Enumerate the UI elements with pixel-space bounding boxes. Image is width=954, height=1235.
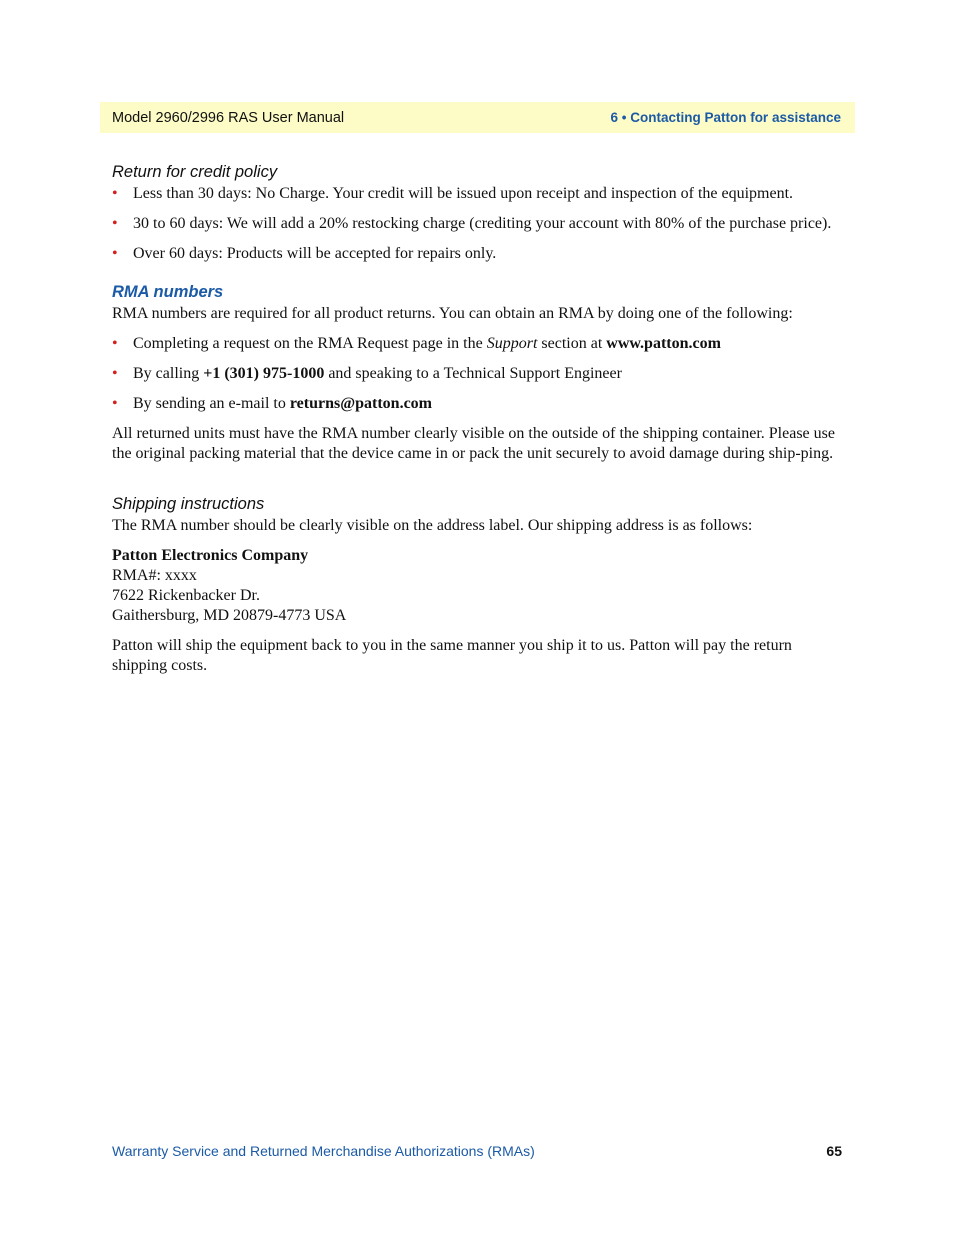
list-item bbox=[112, 334, 847, 354]
bullet-icon: • bbox=[112, 335, 118, 352]
list-item-text: 30 to 60 days: We will add a 20% restocking charge (crediting your account with 80% of the purchase price). bbox=[133, 215, 832, 232]
address-line: 7622 Rickenbacker Dr. bbox=[112, 587, 260, 604]
list-item bbox=[112, 394, 847, 414]
bullet-icon: • bbox=[112, 185, 118, 202]
bullet-icon: • bbox=[112, 245, 118, 262]
company-name: Patton Electronics Company bbox=[112, 547, 309, 564]
address-line: RMA#: xxxx bbox=[112, 567, 197, 584]
list-item-text: and speaking to a Technical Support Engineer bbox=[324, 365, 622, 382]
page-number: 65 bbox=[826, 1143, 842, 1159]
website-link[interactable]: www.patton.com bbox=[606, 335, 721, 352]
bullet-icon: • bbox=[112, 365, 118, 382]
support-section-name: Support bbox=[486, 335, 538, 352]
bullet-icon: • bbox=[112, 215, 118, 232]
phone-number: +1 (301) 975-1000 bbox=[203, 365, 325, 382]
list-item-text: Over 60 days: Products will be accepted for repairs only. bbox=[133, 245, 497, 262]
heading-shipping-instructions: Shipping instructions bbox=[112, 495, 265, 513]
list-item-text: section at bbox=[537, 335, 607, 352]
list-item-text: Less than 30 days: No Charge. Your credit will be issued upon receipt and inspection of the equipment. bbox=[133, 185, 794, 202]
heading-rma-numbers: RMA numbers bbox=[112, 283, 224, 301]
email-link[interactable]: returns@patton.com bbox=[289, 395, 432, 412]
shipping-intro: The RMA number should be clearly visible on the address label. Our shipping address is as follows: bbox=[112, 517, 753, 534]
rma-intro: RMA numbers are required for all product returns. You can obtain an RMA by doing one of the following: bbox=[112, 305, 793, 322]
shipping-company bbox=[112, 546, 847, 566]
header-chapter-title: 6 • Contacting Patton for assistance bbox=[610, 110, 841, 125]
address-line: Gaithersburg, MD 20879-4773 USA bbox=[112, 607, 347, 624]
list-item bbox=[112, 364, 847, 384]
list-item-text: Completing a request on the RMA Request page in the bbox=[133, 335, 487, 352]
list-item-text: By sending an e-mail to bbox=[133, 395, 290, 412]
shipping-closing: Patton will ship the equipment back to you in the same manner you ship it to us. Patton will pay the return shipping costs. bbox=[112, 637, 792, 674]
running-header bbox=[100, 102, 855, 133]
rma-methods-list bbox=[112, 334, 847, 414]
rma-note: All returned units must have the RMA number clearly visible on the outside of the shipping container. Please use the original packing material that the device came in or pack the unit securely to avoid damage during ship-ping. bbox=[112, 425, 835, 462]
bullet-icon: • bbox=[112, 395, 118, 412]
credit-policy-list bbox=[112, 184, 847, 264]
list-item bbox=[112, 214, 847, 234]
page-content bbox=[112, 160, 847, 676]
header-manual-title: Model 2960/2996 RAS User Manual bbox=[112, 109, 345, 126]
list-item bbox=[112, 244, 847, 264]
list-item-text: By calling bbox=[133, 365, 204, 382]
footer-section-title: Warranty Service and Returned Merchandise Authorizations (RMAs) bbox=[112, 1143, 535, 1159]
list-item bbox=[112, 184, 847, 204]
heading-return-for-credit: Return for credit policy bbox=[112, 163, 278, 181]
